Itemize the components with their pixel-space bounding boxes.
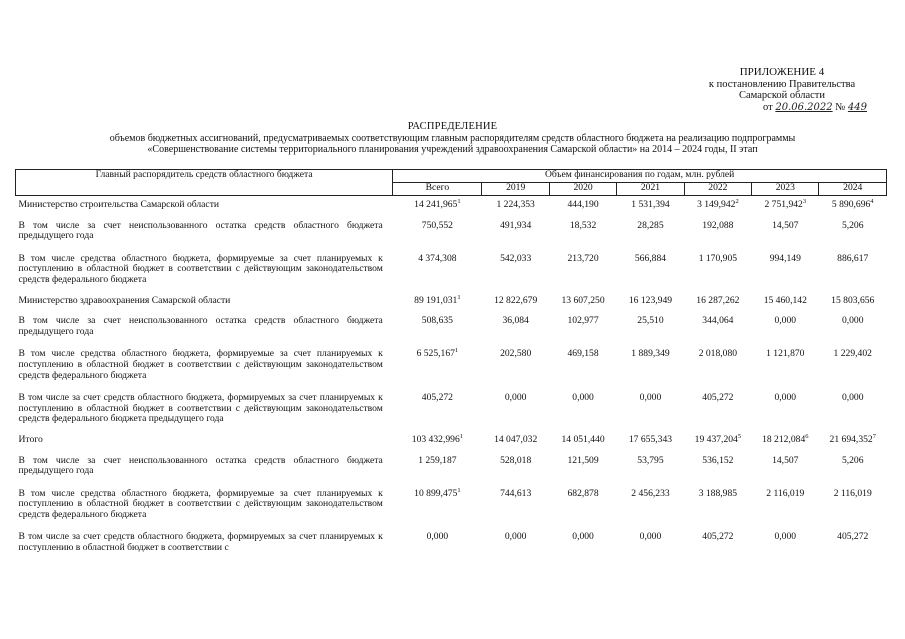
row-value-cell	[819, 292, 887, 311]
row-value-cell	[549, 343, 616, 387]
value-text: 2 751,942	[764, 199, 803, 210]
row-value-cell	[617, 292, 684, 311]
value-text: 0,000	[639, 392, 662, 404]
value-text: 1 121,870	[766, 348, 805, 360]
row-label: В том числе за счет неиспользованного остатка средств областного бюджета предыдущего года	[18, 219, 383, 242]
value-text: 15 803,656	[831, 294, 875, 306]
annex-line-1: к постановлению Правительства	[708, 78, 856, 90]
row-label: В том числе за счет средств областного бюджета, формируемых за счет планируемых к поступлению в областной бюджет в соответствии с действующим законодательством средств федерального бюджета предыдущего года	[18, 392, 383, 425]
row-value-cell	[549, 526, 616, 559]
header-column-3: 2021	[617, 183, 684, 196]
value-text: 10 899,475	[414, 487, 458, 499]
value-text: 994,149	[769, 252, 801, 264]
value-text: 0,000	[774, 531, 797, 543]
row-value-cell	[617, 196, 684, 215]
row-value-cell	[819, 526, 887, 559]
row-value-cell	[549, 215, 616, 248]
value-text: 542,033	[500, 252, 532, 264]
row-value-cell	[393, 343, 482, 387]
value-text: 0,000	[774, 392, 797, 404]
row-value-cell	[752, 526, 819, 559]
footnote-marker: 3	[802, 197, 807, 205]
table-row	[16, 310, 887, 343]
footnote-marker: 1	[457, 293, 461, 301]
value-text: 12 822,679	[494, 294, 538, 306]
value-text: 36,084	[502, 315, 529, 327]
row-value-cell	[393, 248, 482, 292]
row-value-cell	[819, 343, 887, 387]
row-value-cell	[684, 483, 751, 527]
row-value-cell	[819, 248, 887, 292]
row-value-cell	[752, 196, 819, 215]
row-value-cell	[819, 310, 887, 343]
header-column-5: 2023	[752, 183, 819, 196]
value-text: 5,206	[841, 219, 864, 231]
value-text: 19 437,204	[694, 433, 738, 445]
footnote-marker: 1	[459, 432, 463, 440]
value-text: 1 229,402	[833, 348, 872, 360]
value-text: 192,088	[702, 219, 734, 231]
row-value-cell	[482, 387, 549, 431]
footnote-marker: 1	[457, 486, 461, 494]
footnote-marker: 4	[870, 197, 874, 205]
row-label: В том числе средства областного бюджета, формируемые за счет планируемых к поступлению в областной бюджет в соответствии с действующим законодательством средств федерального бюджета	[18, 348, 383, 381]
document-subtitle-line-1: объемов бюджетных ассигнований, предусматриваемых соответствующим главным распорядителям средств областного бюджета на реализацию подпрограммы	[109, 132, 796, 144]
row-value-cell	[684, 310, 751, 343]
row-value-cell	[549, 310, 616, 343]
row-value-cell	[617, 310, 684, 343]
value-text: 4 374,308	[418, 252, 457, 264]
header-column-1: 2019	[482, 183, 549, 196]
row-value-cell	[617, 343, 684, 387]
value-text: 5,206	[841, 454, 864, 466]
value-text: 3 149,942	[697, 199, 736, 210]
value-text: 444,190	[567, 199, 599, 210]
row-value-cell	[393, 196, 482, 215]
value-text: 202,580	[500, 348, 532, 360]
row-value-cell	[684, 526, 751, 559]
table-row	[16, 387, 887, 431]
value-text: 1 889,349	[631, 348, 670, 360]
row-value-cell	[617, 526, 684, 559]
value-text: 0,000	[504, 392, 527, 404]
header-column-0: Всего	[393, 183, 482, 196]
row-value-cell	[819, 387, 887, 431]
row-label: В том числе за счет средств областного бюджета, формируемых за счет планируемых к поступлению в областной бюджет в соответствии с	[18, 531, 383, 554]
row-value-cell	[819, 450, 887, 483]
row-value-cell	[549, 196, 616, 215]
value-text: 5 890,696	[831, 199, 871, 210]
value-text: 102,977	[567, 315, 599, 327]
row-value-cell	[482, 248, 549, 292]
header-column-4: 2022	[684, 183, 751, 196]
row-value-cell	[482, 450, 549, 483]
annex-number-label: №	[835, 101, 846, 113]
row-value-cell	[482, 310, 549, 343]
row-value-cell	[752, 215, 819, 248]
value-text: 18,532	[569, 219, 597, 231]
row-label: В том числе средства областного бюджета, формируемые за счет планируемых к поступлению в областной бюджет в соответствии с действующим законодательством средств федерального бюджета	[18, 487, 383, 520]
row-value-cell	[549, 483, 616, 527]
value-text: 0,000	[774, 315, 797, 327]
header-distributor: Главный распорядитель средств областного бюджета	[16, 170, 393, 196]
value-text: 2 116,019	[766, 487, 805, 499]
row-value-cell	[684, 196, 751, 215]
table-row	[16, 215, 887, 248]
value-text: 0,000	[639, 531, 662, 543]
row-value-cell	[684, 450, 751, 483]
value-text: 0,000	[504, 531, 527, 543]
value-text: 14,507	[772, 219, 799, 231]
value-text: 213,720	[567, 252, 599, 264]
row-value-cell	[482, 526, 549, 559]
row-value-cell	[819, 483, 887, 527]
value-text: 682,878	[567, 487, 599, 499]
row-label: Министерство здравоохранения Самарской области	[18, 294, 231, 306]
row-value-cell	[684, 248, 751, 292]
value-text: 3 188,985	[698, 487, 738, 499]
row-value-cell	[752, 343, 819, 387]
row-value-cell	[393, 292, 482, 311]
value-text: 0,000	[572, 392, 594, 404]
row-value-cell	[482, 343, 549, 387]
value-text: 14 047,032	[494, 433, 538, 445]
row-value-cell	[617, 450, 684, 483]
value-text: 528,018	[500, 454, 532, 466]
row-value-cell	[482, 483, 549, 527]
row-label: Министерство строительства Самарской области	[18, 199, 220, 210]
table-row	[16, 248, 887, 292]
value-text: 14 051,440	[561, 433, 605, 445]
value-text: 1 170,905	[698, 252, 738, 264]
row-value-cell	[752, 310, 819, 343]
value-text: 1 531,394	[631, 199, 670, 210]
value-text: 28,285	[637, 219, 664, 231]
row-value-cell	[549, 387, 616, 431]
value-text: 744,613	[500, 487, 532, 499]
row-value-cell	[482, 196, 549, 215]
row-label: В том числе за счет неиспользованного остатка средств областного бюджета предыдущего года	[18, 315, 383, 337]
value-text: 14,507	[772, 454, 799, 466]
row-value-cell	[684, 215, 751, 248]
budget-table	[15, 169, 887, 560]
annex-date: 20.06.2022	[775, 101, 833, 113]
row-value-cell	[393, 450, 482, 483]
annex-header	[697, 67, 867, 113]
row-value-cell	[752, 431, 819, 450]
header-column-6: 2024	[819, 183, 887, 196]
value-text: 89 191,031	[414, 294, 458, 306]
value-text: 2 116,019	[833, 487, 872, 499]
row-value-cell	[393, 215, 482, 248]
value-text: 53,795	[637, 454, 664, 466]
value-text: 886,617	[837, 252, 869, 264]
row-value-cell	[482, 292, 549, 311]
row-value-cell	[393, 431, 482, 450]
row-value-cell	[549, 450, 616, 483]
row-value-cell	[684, 343, 751, 387]
value-text: 2 456,233	[631, 487, 670, 499]
row-value-cell	[752, 450, 819, 483]
table-body	[16, 196, 887, 560]
budget-table-wrapper	[15, 169, 887, 560]
value-text: 13 607,250	[561, 294, 605, 306]
row-value-cell	[482, 215, 549, 248]
table-row	[16, 292, 887, 311]
row-value-cell	[549, 431, 616, 450]
value-text: 18 212,084	[762, 433, 806, 445]
annex-number: 449	[847, 101, 867, 113]
footnote-marker: 6	[805, 432, 809, 440]
value-text: 1 259,187	[418, 454, 457, 466]
value-text: 25,510	[637, 315, 664, 327]
row-value-cell	[617, 431, 684, 450]
value-text: 0,000	[572, 531, 594, 543]
row-label: В том числе средства областного бюджета, формируемые за счет планируемых к поступлению в областной бюджет в соответствии с действующим законодательством средств федерального бюджета	[18, 252, 383, 285]
value-text: 14 241,965	[414, 199, 458, 210]
annex-line-2: Самарской области	[739, 90, 825, 101]
row-value-cell	[752, 483, 819, 527]
row-value-cell	[393, 310, 482, 343]
row-value-cell	[819, 431, 887, 450]
value-text: 0,000	[426, 531, 449, 543]
row-value-cell	[819, 215, 887, 248]
row-value-cell	[752, 248, 819, 292]
value-text: 0,000	[841, 315, 864, 327]
footnote-marker: 1	[457, 197, 461, 205]
footnote-marker: 5	[737, 432, 742, 440]
footnote-marker: 7	[872, 432, 876, 440]
value-text: 121,509	[567, 454, 599, 466]
value-text: 1 224,353	[496, 199, 535, 210]
header-column-2: 2020	[549, 183, 616, 196]
annex-title: ПРИЛОЖЕНИЕ 4	[739, 66, 825, 78]
value-text: 566,884	[634, 252, 667, 264]
table-row	[16, 431, 887, 450]
value-text: 491,934	[500, 219, 532, 231]
value-text: 405,272	[702, 392, 734, 404]
table-row	[16, 450, 887, 483]
value-text: 6 525,167	[416, 348, 455, 360]
value-text: 16 123,949	[628, 294, 673, 306]
annex-date-line	[697, 102, 867, 114]
value-text: 508,635	[421, 315, 453, 327]
row-label: В том числе за счет неиспользованного остатка средств областного бюджета предыдущего года	[18, 454, 383, 477]
row-value-cell	[684, 387, 751, 431]
row-value-cell	[549, 292, 616, 311]
value-text: 405,272	[702, 531, 734, 543]
document-subtitle-line-2: «Совершенствование системы территориального планирования учреждений здравоохранения Самарской области» на 2014 – 2024 годы, II этап	[147, 144, 758, 155]
table-row	[16, 196, 887, 215]
annex-from-label: от	[763, 101, 773, 113]
row-value-cell	[549, 248, 616, 292]
value-text: 2 018,080	[698, 348, 738, 360]
footnote-marker: 1	[454, 347, 459, 355]
footnote-marker: 2	[735, 197, 739, 205]
row-value-cell	[617, 215, 684, 248]
value-text: 469,158	[567, 348, 599, 360]
row-value-cell	[819, 196, 887, 215]
value-text: 103 432,996	[411, 433, 460, 445]
row-value-cell	[393, 526, 482, 559]
value-text: 405,272	[837, 531, 869, 543]
row-value-cell	[617, 483, 684, 527]
value-text: 16 287,262	[696, 294, 740, 306]
value-text: 0,000	[841, 392, 864, 404]
table-row	[16, 483, 887, 527]
table-row	[16, 526, 887, 559]
document-title-block	[0, 121, 905, 156]
table-row	[16, 343, 887, 387]
value-text: 15 460,142	[763, 294, 807, 306]
document-title: РАСПРЕДЕЛЕНИЕ	[407, 121, 498, 132]
row-value-cell	[393, 483, 482, 527]
row-value-cell	[617, 248, 684, 292]
value-text: 17 655,343	[628, 433, 673, 445]
value-text: 405,272	[421, 392, 453, 404]
row-label: Итого	[18, 433, 43, 445]
row-value-cell	[752, 387, 819, 431]
row-value-cell	[482, 431, 549, 450]
value-text: 536,152	[702, 454, 734, 466]
value-text: 21 694,352	[829, 433, 873, 445]
value-text: 344,064	[702, 315, 734, 327]
value-text: 750,552	[421, 219, 453, 231]
row-value-cell	[752, 292, 819, 311]
row-value-cell	[684, 431, 751, 450]
row-value-cell	[617, 387, 684, 431]
row-value-cell	[684, 292, 751, 311]
header-funding-group: Объем финансирования по годам, млн. рублей	[393, 170, 887, 183]
row-value-cell	[393, 387, 482, 431]
